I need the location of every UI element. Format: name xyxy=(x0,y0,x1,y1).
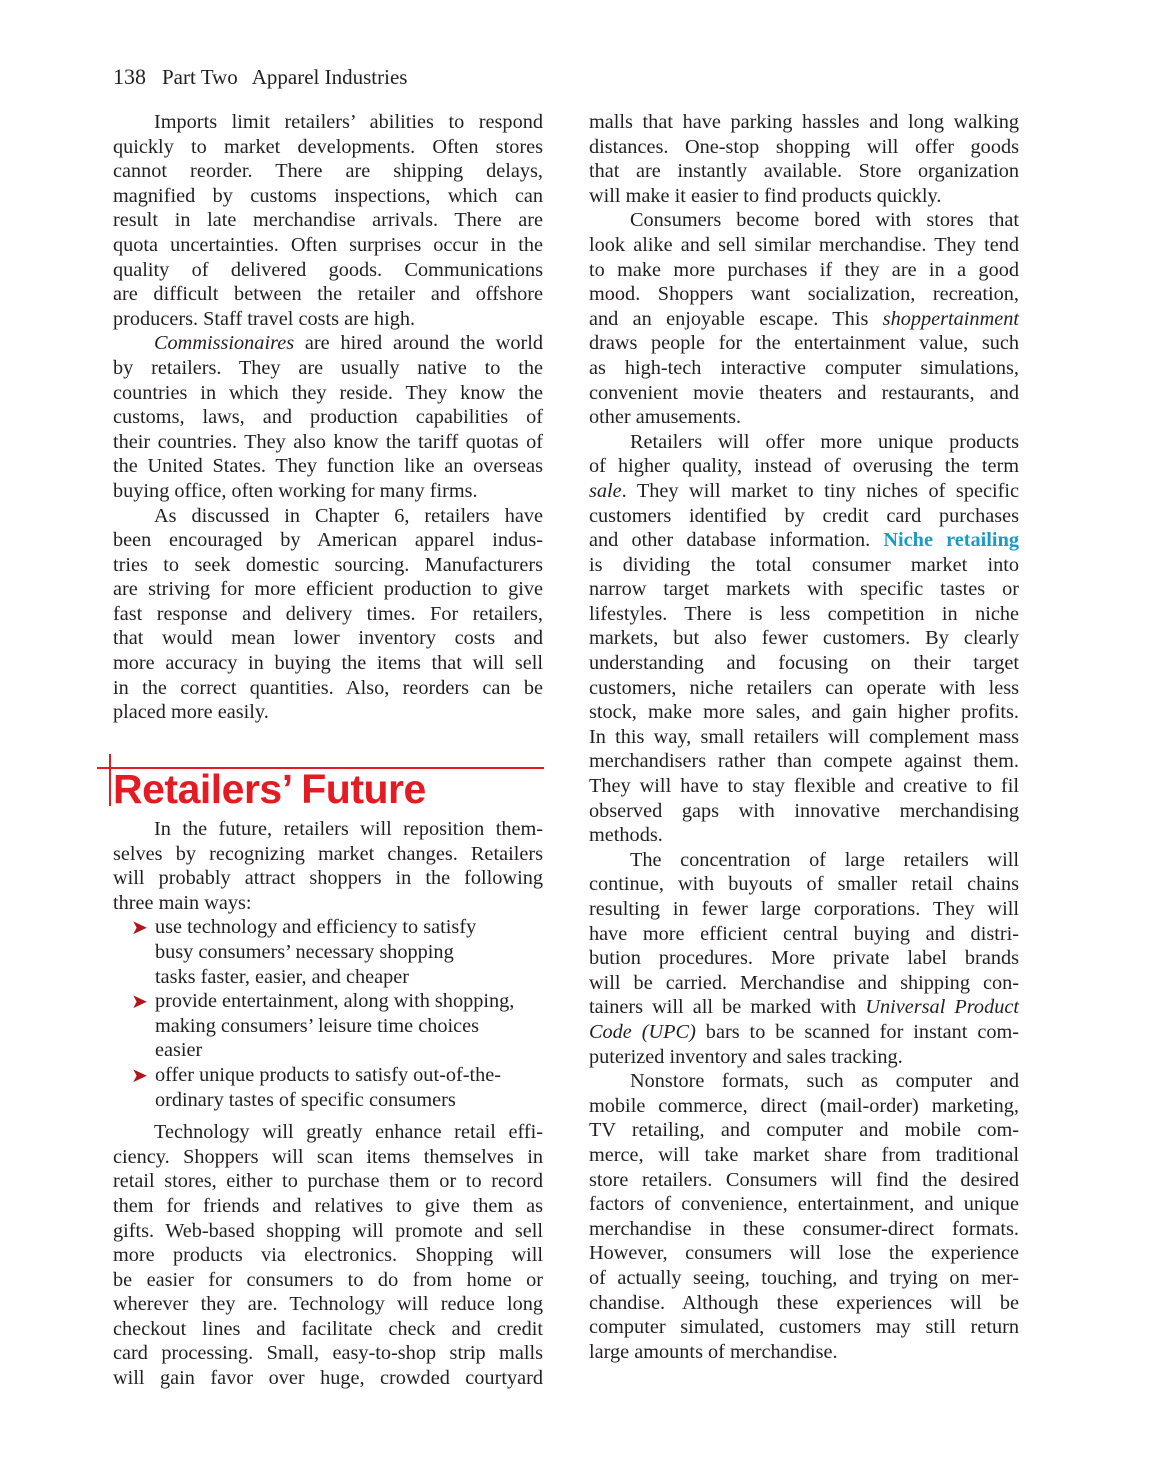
paragraph xyxy=(589,430,1019,848)
text-line: buying office, often working for many firms. xyxy=(113,479,478,502)
text-line: have more efficient central buying and distri- xyxy=(589,922,1019,945)
text-line: will be carried. Merchandise and shipping con- xyxy=(589,971,1019,994)
text-line: customers, niche retailers can operate with less xyxy=(589,676,1019,699)
text-line: card processing. Small, easy-to-shop strip malls xyxy=(113,1342,543,1365)
text-segment: and an enjoyable escape. This xyxy=(589,307,883,330)
text-line: of higher quality, instead of overusing the term xyxy=(589,455,1019,478)
paragraph xyxy=(589,110,1019,208)
bullet-item xyxy=(113,989,543,1063)
text-line: that are instantly available. Store organization xyxy=(589,160,1019,183)
text-line: producers. Staff travel costs are high. xyxy=(113,307,416,330)
text-line: them for friends and relatives to give them as xyxy=(113,1194,543,1217)
text-line: understanding and focusing on their target xyxy=(589,652,1019,675)
text-line: distances. One-stop shopping will offer goods xyxy=(589,135,1019,158)
text-line: stock, make more sales, and gain higher profits. xyxy=(589,701,1019,724)
text-segment: and other database information. xyxy=(589,529,884,552)
text-line: result in late merchandise arrivals. There are xyxy=(113,209,543,232)
text-line: draws people for the entertainment value, such xyxy=(589,332,1019,355)
text-segment: . They will market to tiny niches of specific xyxy=(621,479,1019,502)
text-line: offer unique products to satisfy out-of-the- xyxy=(155,1063,502,1086)
text-line: lifestyles. There is less competition in niche xyxy=(589,602,1019,625)
text-line: quota uncertainties. Often surprises occur in the xyxy=(113,233,543,256)
text-line xyxy=(589,479,1019,504)
text-line: provide entertainment, along with shopping, xyxy=(155,990,515,1013)
text-line: Technology will greatly enhance retail effi- xyxy=(154,1121,543,1144)
text-line xyxy=(589,995,1019,1020)
text-line: other amusements. xyxy=(589,406,742,429)
text-line: will gain favor over huge, crowded courtyard xyxy=(113,1367,543,1390)
text-line: magnified by customs inspections, which can xyxy=(113,184,543,207)
text-line: of actually seeing, touching, and trying on mer- xyxy=(589,1266,1019,1289)
text-line: as high-tech interactive computer simulations, xyxy=(589,356,1019,379)
text-line: ordinary tastes of specific consumers xyxy=(155,1088,456,1111)
bullet-item xyxy=(113,915,543,989)
text-line: malls that have parking hassles and long walking xyxy=(589,111,1019,133)
text-line: puterized inventory and sales tracking. xyxy=(589,1045,903,1068)
text-line: customers identified by credit card purchases xyxy=(589,504,1019,527)
italic-term: sale xyxy=(589,479,622,502)
paragraph xyxy=(589,848,1019,1069)
text-line: to make more purchases if they are in a good xyxy=(589,258,1019,281)
text-line: cannot reorder. There are shipping delays, xyxy=(113,160,543,183)
text-line: merchandisers rather than compete against them. xyxy=(589,750,1019,773)
bullet-item xyxy=(113,1063,543,1112)
paragraph xyxy=(113,1120,543,1391)
text-line: placed more easily. xyxy=(113,701,269,724)
text-line: by retailers. They are usually native to the xyxy=(113,356,543,379)
arrow-bullet-icon: ➤ xyxy=(131,917,148,940)
italic-term: Universal Product xyxy=(865,996,1019,1019)
text-line: will make it easier to find products quickly. xyxy=(589,184,942,207)
text-line xyxy=(113,331,543,356)
text-line: observed gaps with innovative merchandising xyxy=(589,799,1019,822)
text-line: retail stores, either to purchase them or to record xyxy=(113,1170,543,1193)
italic-term: Code (UPC) xyxy=(589,1020,696,1043)
text-line: be easier for consumers to do from home or xyxy=(113,1268,543,1291)
part-label: Part Two xyxy=(162,65,238,89)
text-line: computer simulated, customers may still return xyxy=(589,1316,1019,1339)
text-line: continue, with buyouts of smaller retail chains xyxy=(589,873,1019,896)
text-line: Nonstore formats, such as computer and xyxy=(630,1070,1019,1093)
text-line: quickly to market developments. Often stores xyxy=(113,135,543,158)
text-line: countries in which they reside. They know the xyxy=(113,381,543,404)
right-column xyxy=(589,110,1019,1364)
paragraph xyxy=(113,817,543,915)
text-segment: bars to be scanned for instant com- xyxy=(695,1020,1019,1043)
text-line: However, consumers will lose the experience xyxy=(589,1242,1019,1265)
text-line: been encouraged by American apparel indus- xyxy=(113,529,543,552)
page-number: 138 xyxy=(113,64,146,89)
text-line: gifts. Web-based shopping will promote and sell xyxy=(113,1219,543,1242)
text-line: large amounts of merchandise. xyxy=(589,1340,838,1363)
text-line: customs, laws, and production capabilities of xyxy=(113,406,543,429)
text-line: checkout lines and facilitate check and credit xyxy=(113,1317,543,1340)
text-line: easier xyxy=(155,1039,203,1062)
text-line: They will have to stay flexible and creative to fil xyxy=(589,775,1019,798)
text-line: convenient movie theaters and restaurants, and xyxy=(589,381,1019,404)
text-line: more accuracy in buying the items that will sell xyxy=(113,652,543,675)
text-line: use technology and efficiency to satisfy xyxy=(155,916,477,939)
text-line: TV retailing, and computer and mobile com- xyxy=(589,1119,1019,1142)
text-line: merchandise in these consumer-direct formats. xyxy=(589,1217,1019,1240)
text-line: more products via electronics. Shopping will xyxy=(113,1244,543,1267)
text-line: mood. Shoppers want socialization, recreation, xyxy=(589,283,1019,306)
text-line: fast response and delivery times. For retailers, xyxy=(113,602,543,625)
text-line: merce, will take market share from traditional xyxy=(589,1143,1019,1166)
text-line: Imports limit retailers’ abilities to respond xyxy=(154,111,543,133)
text-line: narrow target markets with specific tastes or xyxy=(589,578,1019,601)
text-line: Retailers will offer more unique products xyxy=(630,430,1019,453)
text-line: that would mean lower inventory costs and xyxy=(113,627,543,650)
heading-rule-mark xyxy=(109,754,111,806)
text-line: quality of delivered goods. Communications xyxy=(113,258,543,281)
text-line: making consumers’ leisure time choices xyxy=(155,1014,480,1037)
text-line: tries to seek domestic sourcing. Manufacturers xyxy=(113,553,543,576)
text-line: Consumers become bored with stores that xyxy=(630,209,1019,232)
text-line: In the future, retailers will reposition them- xyxy=(154,818,543,840)
text-line: tasks faster, easier, and cheaper xyxy=(155,965,410,988)
text-segment: tainers will all be marked with xyxy=(589,996,866,1019)
text-line: In this way, small retailers will complement mass xyxy=(589,725,1019,748)
text-line: factors of convenience, entertainment, and unique xyxy=(589,1193,1019,1216)
text-line: markets, but also fewer customers. By clearly xyxy=(589,627,1019,650)
text-line: store retailers. Consumers will find the desired xyxy=(589,1168,1019,1191)
text-line: The concentration of large retailers will xyxy=(630,848,1019,871)
text-line: in the correct quantities. Also, reorders can be xyxy=(113,676,543,699)
text-line: chandise. Although these experiences will be xyxy=(589,1291,1019,1314)
italic-term: shoppertainment xyxy=(882,307,1019,330)
left-column-bottom xyxy=(113,817,543,1391)
text-segment: are hired around the world xyxy=(294,332,543,355)
text-line: look alike and sell similar merchandise. They tend xyxy=(589,233,1019,256)
paragraph xyxy=(113,504,543,725)
text-line xyxy=(589,307,1019,332)
arrow-bullet-icon: ➤ xyxy=(131,1064,148,1087)
text-line: wherever they are. Technology will reduce long xyxy=(113,1293,543,1316)
glossary-term-link[interactable]: Niche retailing xyxy=(883,529,1019,552)
text-line: mobile commerce, direct (mail-order) marketing, xyxy=(589,1094,1019,1117)
running-header xyxy=(113,64,421,90)
text-line: As discussed in Chapter 6, retailers have xyxy=(154,504,543,527)
text-line: three main ways: xyxy=(113,891,252,914)
paragraph xyxy=(589,1069,1019,1364)
text-line: are difficult between the retailer and offshore xyxy=(113,283,543,306)
text-line: the United States. They function like an overseas xyxy=(113,455,543,478)
paragraph xyxy=(113,110,543,331)
text-line: is dividing the total consumer market into xyxy=(589,553,1019,576)
left-column-top xyxy=(113,110,543,725)
paragraph xyxy=(113,331,543,503)
text-line: ciency. Shoppers will scan items themselves in xyxy=(113,1145,543,1168)
arrow-bullet-icon: ➤ xyxy=(131,991,148,1014)
paragraph xyxy=(589,208,1019,429)
text-line: resulting in fewer large corporations. They will xyxy=(589,898,1019,920)
chapter-label: Apparel Industries xyxy=(251,65,408,89)
text-line: will probably attract shoppers in the following xyxy=(113,867,543,890)
text-line: are striving for more efficient production to give xyxy=(113,578,543,601)
text-line xyxy=(589,528,1019,553)
section-heading: Retailers’ Future xyxy=(113,766,426,812)
text-line: their countries. They also know the tariff quotas of xyxy=(113,430,543,453)
text-line: busy consumers’ necessary shopping xyxy=(155,940,454,963)
text-line: methods. xyxy=(589,824,663,847)
text-line: bution procedures. More private label brands xyxy=(589,947,1019,970)
text-line: selves by recognizing market changes. Retailers xyxy=(113,842,543,865)
italic-term: Commissionaires xyxy=(154,332,295,355)
text-line xyxy=(589,1020,1019,1045)
